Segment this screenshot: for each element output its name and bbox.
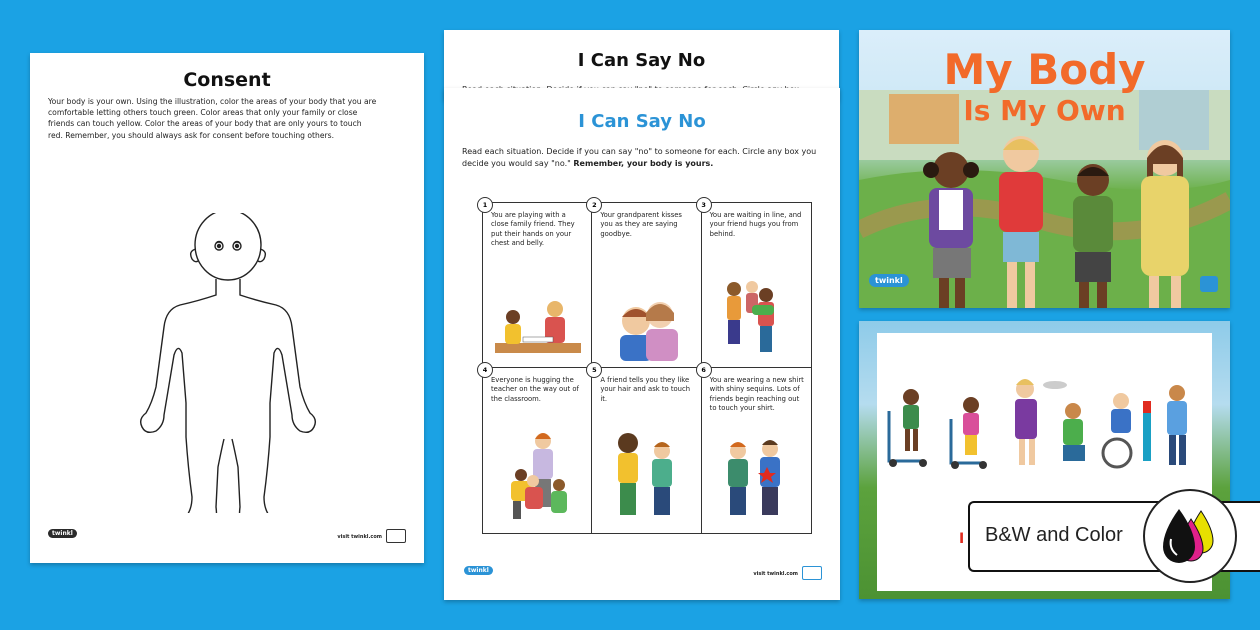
situation-box[interactable] bbox=[702, 368, 811, 533]
sayno-instructions-text: Read each situation. Decide if you can say "no" to someone for each. Circle any box you decide you would say "no." bbox=[462, 147, 817, 168]
situation-illustration bbox=[493, 431, 583, 527]
situation-grid bbox=[482, 202, 812, 534]
situation-text: Your grandparent kisses you as they are saying goodbye. bbox=[600, 211, 682, 238]
situation-text: Everyone is hugging the teacher on the way out of the classroom. bbox=[491, 376, 579, 403]
situation-number: 1 bbox=[477, 197, 493, 213]
situation-box[interactable] bbox=[483, 368, 592, 533]
sayno-instructions bbox=[462, 146, 822, 170]
body-outline-illustration bbox=[138, 213, 318, 513]
cover-title-line1: My Body bbox=[943, 45, 1146, 94]
situation-text: You are wearing a new shirt with shiny sequins. Lots of friends begin reaching out to touch your shirt. bbox=[709, 376, 804, 413]
ink-drops-icon bbox=[1143, 489, 1237, 583]
situation-text: You are playing with a close family friend. They put their hands on your chest and belly. bbox=[491, 211, 575, 248]
cover-slide bbox=[859, 30, 1230, 308]
situation-box[interactable] bbox=[483, 203, 592, 368]
consent-instructions: Your body is your own. Using the illustration, color the areas of your body that you are comfortable letting others touch green. Color areas that only your family or close friends can touch yellow. Color the areas of your body that are only yours to touch red. Remember, you should always ask for consent before touching others. bbox=[48, 97, 377, 140]
consent-worksheet bbox=[30, 53, 424, 563]
sayno-instructions-bold: Remember, your body is yours. bbox=[573, 159, 714, 168]
cover-title-line2: Is My Own bbox=[963, 94, 1126, 127]
situation-number: 4 bbox=[477, 362, 493, 378]
bw-color-label: B&W and Color bbox=[985, 524, 1123, 546]
situation-number: 2 bbox=[586, 197, 602, 213]
situation-number: 3 bbox=[696, 197, 712, 213]
twinkl-logo: twinkl bbox=[869, 274, 909, 287]
situation-box[interactable] bbox=[592, 203, 701, 368]
sayno-back-title: I Can Say No bbox=[577, 50, 706, 71]
situation-number: 6 bbox=[696, 362, 712, 378]
footer-url: visit twinkl.com bbox=[753, 571, 798, 577]
footer-url: visit twinkl.com bbox=[337, 534, 382, 540]
footer-logo-icon bbox=[386, 529, 406, 543]
situation-text: A friend tells you they like your hair and ask to touch it. bbox=[600, 376, 690, 403]
twinkl-logo: twinkl bbox=[48, 529, 77, 538]
situation-illustration bbox=[712, 431, 802, 527]
situation-illustration bbox=[602, 431, 692, 527]
twinkl-small-logo-icon bbox=[1200, 276, 1218, 292]
situation-illustration bbox=[493, 291, 583, 361]
situation-box[interactable] bbox=[702, 203, 811, 368]
situation-box[interactable] bbox=[592, 368, 701, 533]
slide-partial-text: I bbox=[959, 531, 965, 547]
consent-title: Consent bbox=[183, 69, 271, 91]
ink-drops-svg bbox=[1157, 505, 1227, 571]
sayno-worksheet bbox=[444, 88, 840, 600]
twinkl-logo: twinkl bbox=[464, 566, 493, 575]
footer-logo-icon bbox=[802, 566, 822, 580]
situation-text: You are waiting in line, and your friend hugs you from behind. bbox=[709, 211, 802, 238]
situation-number: 5 bbox=[586, 362, 602, 378]
sayno-title: I Can Say No bbox=[578, 111, 706, 132]
situation-illustration bbox=[602, 291, 692, 361]
situation-illustration bbox=[712, 275, 802, 361]
